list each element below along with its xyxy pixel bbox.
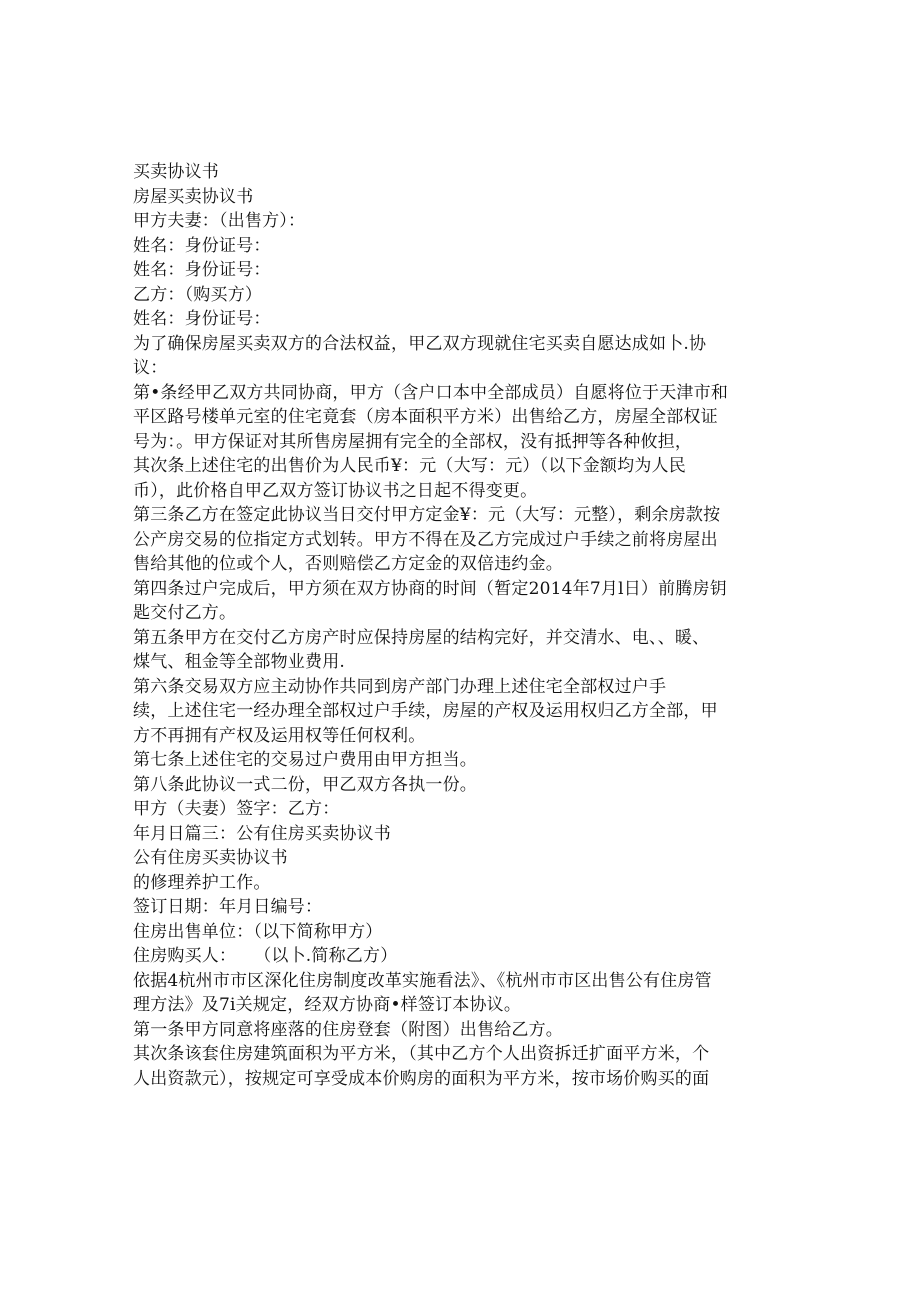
buyer-label: 住房购买人： [133,946,237,966]
preamble-line-1: 为了确保房屋买卖双方的合法权益，甲乙双方现就住宅买卖自愿达成如卜.协 [133,333,707,354]
article-5-line-2: 煤气、租金等全部物业费用. [133,652,346,672]
party-a-name-id-2: 姓名：身份证号： [133,260,271,280]
preamble-line-2: 议： [133,358,168,378]
signing-date-number: 签订日期：年月日编号： [133,897,323,917]
article-1-line-3: 号为：。甲方保证对其所售房屋拥有完全的全部权，没有抵押等各种攸担， [133,431,693,452]
public-housing-agreement-title: 公有住房买卖协议书 [133,848,288,868]
agreement-title: 房屋买卖协议书 [133,186,254,207]
buyer-suffix: （以卜.简称乙方） [254,946,398,966]
date-and-part-three-title: 年月日篇三：公有住房买卖协议书 [133,823,391,844]
party-b-heading: 乙方：（购买方） [133,284,263,305]
article-2-line-2: 币），此价格自甲乙双方签订协议书之日起不得变更。 [133,480,538,501]
party-b-name-id: 姓名：身份证号： [133,309,271,329]
document-body [133,160,783,1091]
signature-line: 甲方（夫妻）签字：乙方： [133,799,340,819]
article-3-line-2: 公产房交易的位指定方式划转。甲方不得在及乙方完成过户手续之前将房屋出 [133,529,718,550]
article-5-line-1: 第五条甲方在交付乙方房产时应保持房屋的结构完好，并交清水、电、、暖、 [133,627,710,648]
party-a-name-id-1: 姓名：身份证号： [133,235,271,256]
article-4-line-2: 匙交付乙方。 [133,603,237,623]
article-3-line-1: 第三条乙方在签定此协议当日交付甲方定金¥：元（大写：元整），剩余房款按 [133,505,721,525]
article-8: 第八条此协议一式二份，甲乙双方各执一份。 [133,774,477,795]
article-6-line-1: 第六条交易双方应主动协作共同到房产部门办理上述住宅全部权过户手 [133,676,667,697]
article-4-line-1: 第四条过户完成后，甲方须在双方协商的时间（暂定2014年7月l日）前腾房钥 [133,578,727,599]
public-article-2-line-1: 其次条该套住房建筑面积为平方米，（其中乙方个人出资拆迁扩面平方米，个 [133,1044,710,1064]
party-a-heading: 甲方夫妻：（出售方）： [133,211,306,231]
article-7: 第七条上述住宅的交易过户费用由甲方担当。 [133,750,477,770]
document-title: 买卖协议书 [133,162,219,182]
article-6-line-2: 续，上述住宅一经办理全部权过户手续，房屋的产权及运用权归乙方全部，甲 [133,701,718,721]
article-1-line-2: 平区路号楼单元室的住宅竟套（房本面积平方米）出售给乙方，房屋全部权证 [133,407,718,427]
basis-line-1: 依据4杭州市市区深化住房制度改革实施看法》、《杭州市市区出售公有住房管 [133,970,712,991]
public-article-1: 第一条甲方同意将座落的住房登套（附图）出售给乙方。 [133,1019,563,1040]
article-3-line-3: 售给其他的位或个人，否则赔偿乙方定金的双倍违约金。 [133,554,563,574]
article-6-line-3: 方不再拥有产权及运用权等任何权利。 [133,725,426,746]
buyer-line [133,944,783,969]
maintenance-line: 的修理养护工作。 [133,872,271,893]
article-1-line-1: 第•条经甲乙双方共同协商，甲方（含户口本中全部成员）自愿将位于天津市和 [133,382,729,403]
basis-line-2: 理方法》及7i关规定，经双方协商•样签订本协议。 [133,995,522,1015]
article-2-line-1: 其次条上述住宅的出售价为人民币¥：元（大写：元）（以下金额均为人民 [133,456,686,476]
public-article-2-line-2: 人出资款元），按规定可享受成本价购房的面积为平方米，按市场价购买的面 [133,1068,710,1089]
seller-unit: 住房出售单位：（以下简称甲方） [133,921,383,942]
